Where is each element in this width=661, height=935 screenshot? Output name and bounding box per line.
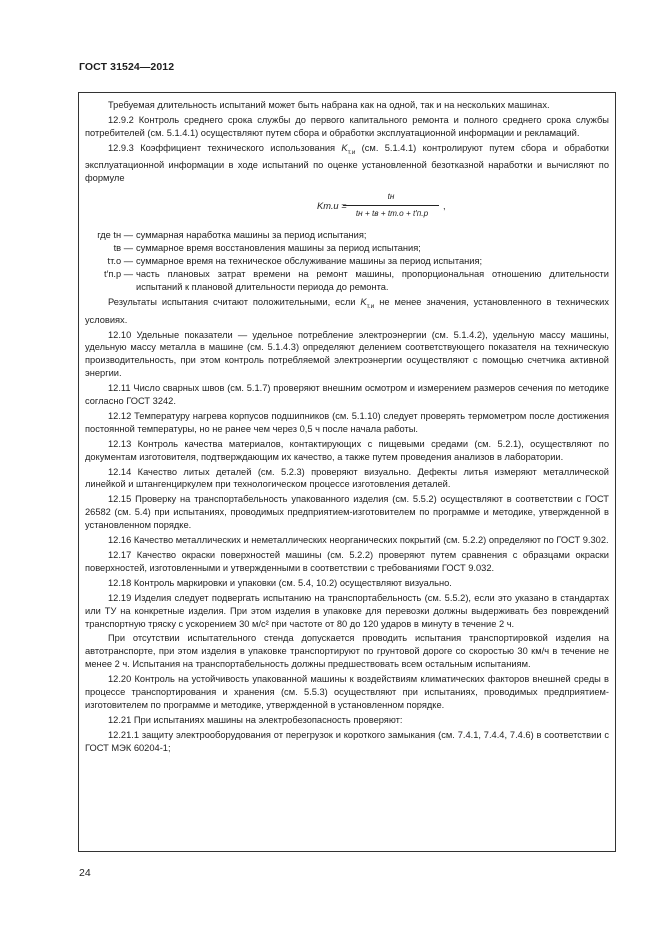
- paragraph-12-19-continued: При отсутствии испытательного стенда допускается проводить испытания транспортировкой изделия на автотранспорте, при этом изделия в упаковке транспортируют по грунтовой дороге со скоростью 30 км/ч в течение не менее 2 ч. Испытания на транспортабельность должны предшествовать всем остальным испытаниям.: [85, 633, 609, 670]
- formula-block: [85, 187, 609, 228]
- coefficient-symbol: K: [360, 296, 367, 307]
- paragraph-results: [85, 296, 609, 327]
- paragraph-12-10: 12.10 Удельные показатели — удельное потребление электроэнергии (см. 5.1.4.2), удельную массу машины, удельную массу металла в машине (см. 5.1.4.3) определяют делением соответствующего показателя на техническую производительность, при этом контроль потребляемой электроэнергии осуществляют с помощью счетчика активной энергии.: [85, 329, 609, 379]
- paragraph-12-9-3-after: (см. 5.1.4.1) контролируют путем сбора и обработки эксплуатационной информации в ходе испытаний по оценке установленной безотказной наработки и вычисляют по формуле: [85, 142, 609, 184]
- document-body: [85, 99, 609, 757]
- paragraph-12-9-3: [85, 142, 609, 186]
- definition-text: суммарное время на техническое обслуживание машины за период испытания;: [136, 256, 483, 267]
- formula-fraction-bar: [343, 205, 439, 206]
- definition-text: суммарное время восстановления машины за период испытания;: [136, 243, 421, 254]
- paragraph-12-9-2: 12.9.2 Контроль среднего срока службы до первого капитального ремонта и полного среднего срока службы потребителей (см. 5.1.4.1) осуществляют путем сбора и обработки эксплуатационной информации и рекламаций.: [85, 114, 609, 138]
- paragraph-12-16: 12.16 Качество металлических и неметаллических неорганических покрытий (см. 5.2.2) определяют по ГОСТ 9.302.: [108, 535, 609, 546]
- paragraph-12-14: 12.14 Качество литых деталей (см. 5.2.3) проверяют визуально. Дефекты литья измеряют металлической линейкой и штангенциркулем при технологическом процессе изготовления деталей.: [85, 466, 609, 490]
- definitions-list: [85, 229, 609, 294]
- paragraph-12-20: 12.20 Контроль на устойчивость упакованной машины к воздействиям климатических факторов внешней среды в процессе транспортирования и хранения (см. 5.5.3) осуществляют при испытаниях, проводимых предприятием-изготовителем по программе и методике, утвержденной в установленном порядке.: [85, 674, 609, 710]
- paragraph-12-21-1: 12.21.1 защиту электрооборудования от перегрузок и короткого замыкания (см. 7.4.1, 7.4.4, 7.4.6) в соответствии с ГОСТ МЭК 60204-1;: [85, 729, 609, 753]
- definition-symbol: t′п.р —: [104, 269, 133, 280]
- coefficient-subscript: т.и: [366, 302, 375, 310]
- coefficient-symbol: K: [341, 142, 348, 153]
- definition-item: [85, 268, 609, 294]
- definition-item: [85, 229, 609, 242]
- paragraph-12-11: 12.11 Число сварных швов (см. 5.1.7) проверяют внешним осмотром и измерением размеров сечения по методике согласно ГОСТ 3242.: [85, 383, 609, 407]
- formula-lhs: Kт.и =: [317, 201, 347, 212]
- formula-numerator: tн: [387, 192, 395, 202]
- formula-trailing: ,: [443, 201, 446, 212]
- paragraph-12-19: 12.19 Изделия следует подвергать испытанию на транспортабельность (см. 5.5.2), если это указано в стандартах или ТУ на конкретные изделия. При этом изделия в упаковке для перевозки должны выдерживать без повреждений транспортную тряску с ускорением 30 м/с² при частоте от 80 до 120 ударов в минуту в течение 2 ч.: [85, 592, 609, 629]
- paragraph-12-9-3-before: 12.9.3 Коэффициент технического использования: [108, 142, 342, 153]
- definition-text: часть плановых затрат времени на ремонт машины, пропорциональная отношению длительности испытаний к плановой длительности периода до ремонта.: [136, 269, 609, 292]
- definition-item: [85, 255, 609, 268]
- definition-symbol: где tн —: [97, 230, 133, 241]
- paragraph-intro: Требуемая длительность испытаний может быть набрана как на одной, так и на нескольких машинах.: [108, 100, 550, 110]
- document-header: ГОСТ 31524—2012: [79, 61, 175, 73]
- paragraph-12-12: 12.12 Температуру нагрева корпусов подшипников (см. 5.1.10) следует проверять термометром после достижения постоянной температуры, но не ранее чем через 0,5 ч после начала работы.: [85, 410, 609, 434]
- page-number: 24: [79, 867, 91, 879]
- paragraph-results-before: Результаты испытания считают положительными, если: [108, 296, 361, 307]
- paragraph-results-after: не менее значения, установленного в технических условиях.: [85, 296, 609, 325]
- paragraph-12-18: 12.18 Контроль маркировки и упаковки (см. 5.4, 10.2) осуществляют визуально.: [108, 577, 452, 588]
- definition-symbol: tв —: [113, 243, 133, 254]
- formula-denominator: tн + tв + tт.о + t′п.р: [355, 209, 429, 219]
- definition-text: суммарная наработка машины за период испытания;: [136, 230, 367, 241]
- paragraph-12-21: 12.21 При испытаниях машины на электробезопасность проверяют:: [108, 714, 403, 725]
- coefficient-subscript: т.и: [347, 148, 356, 156]
- paragraph-12-17: 12.17 Качество окраски поверхностей машины (см. 5.2.2) проверяют путем сравнения с образцами окраски поверхностей, изготовленными и утвержденными в соответствии с требованиями ГОСТ 9.032.: [85, 550, 609, 573]
- definition-item: [85, 242, 609, 255]
- paragraph-12-15: 12.15 Проверку на транспортабельность упакованного изделия (см. 5.5.2) осуществляют в соответствии с ГОСТ 26582 (см. 5.4) при испытаниях, проводимых предприятием-изготовителем по программе и методике, утвержденной в установленном порядке.: [85, 494, 609, 531]
- definition-symbol: tт.о —: [107, 256, 133, 267]
- paragraph-12-13: 12.13 Контроль качества материалов, контактирующих с пищевыми средами (см. 5.2.1), осуществляют по документам изготовителя, подтверждающим их качество, а также путем проведения анализов в лаборатории.: [85, 438, 609, 462]
